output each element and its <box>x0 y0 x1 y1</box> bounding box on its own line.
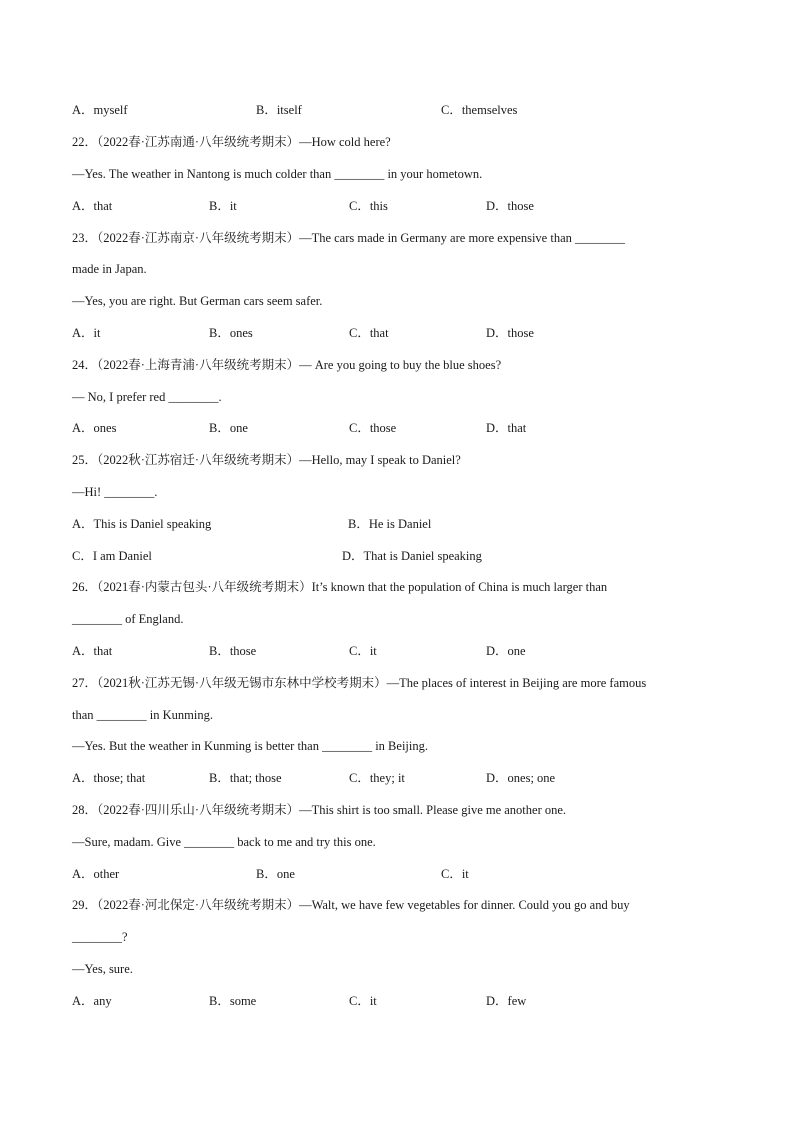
q29-options <box>72 993 732 1009</box>
q23-option-c[interactable]: C．that <box>349 326 389 340</box>
q29-option-c[interactable]: C．it <box>349 994 377 1008</box>
q21-options <box>72 102 732 118</box>
q29-line2: ________? <box>72 930 128 944</box>
q22-option-b[interactable]: B．it <box>209 199 237 213</box>
q21-option-a[interactable]: A．myself <box>72 103 128 117</box>
q27-line3: —Yes. But the weather in Kunming is better than ________ in Beijing. <box>72 739 428 753</box>
q22-options <box>72 198 732 214</box>
q27-line2: than ________ in Kunming. <box>72 708 213 722</box>
q23-line3: —Yes, you are right. But German cars seem safer. <box>72 294 323 308</box>
q25-option-a[interactable]: A．This is Daniel speaking <box>72 517 212 531</box>
q26-option-c[interactable]: C．it <box>349 644 377 658</box>
q23-option-a[interactable]: A．it <box>72 326 101 340</box>
q27-stem: 27．（2021秋·江苏无锡·八年级无锡市东林中学校考期末）—The places of interest in Beijing are more famous <box>72 676 647 690</box>
q24-stem: 24．（2022春·上海青浦·八年级统考期末）— Are you going to buy the blue shoes? <box>72 358 502 372</box>
q24-option-c[interactable]: C．those <box>349 421 397 435</box>
q27-option-a[interactable]: A．those; that <box>72 771 146 785</box>
q24-options <box>72 420 732 436</box>
q26-line2: ________ of England. <box>72 612 184 626</box>
q25-options-row2 <box>72 548 732 564</box>
q28-option-c[interactable]: C．it <box>441 867 469 881</box>
q28-line2: —Sure, madam. Give ________ back to me and try this one. <box>72 835 376 849</box>
q25-option-b[interactable]: B．He is Daniel <box>348 517 432 531</box>
q26-option-b[interactable]: B．those <box>209 644 257 658</box>
q24-option-b[interactable]: B．one <box>209 421 248 435</box>
q25-line2: —Hi! ________. <box>72 485 158 499</box>
q26-options <box>72 643 732 659</box>
q25-option-d[interactable]: D．That is Daniel speaking <box>342 549 482 563</box>
q22-stem: 22．（2022春·江苏南通·八年级统考期末）—How cold here? <box>72 135 391 149</box>
q22-option-a[interactable]: A．that <box>72 199 113 213</box>
q28-options <box>72 866 732 882</box>
q21-option-b[interactable]: B．itself <box>256 103 302 117</box>
q22-option-d[interactable]: D．those <box>486 199 534 213</box>
q23-option-b[interactable]: B．ones <box>209 326 253 340</box>
q27-option-d[interactable]: D．ones; one <box>486 771 556 785</box>
q23-stem: 23．（2022春·江苏南京·八年级统考期末）—The cars made in Germany are more expensive than ________ <box>72 231 626 245</box>
q24-line2: — No, I prefer red ________. <box>72 390 222 404</box>
q25-stem: 25．（2022秋·江苏宿迁·八年级统考期末）—Hello, may I speak to Daniel? <box>72 453 461 467</box>
q29-option-b[interactable]: B．some <box>209 994 257 1008</box>
q28-option-b[interactable]: B．one <box>256 867 295 881</box>
q25-options-row1 <box>72 516 732 532</box>
q26-stem: 26．（2021春·内蒙古包头·八年级统考期末）It’s known that the population of China is much larger than <box>72 580 608 594</box>
q25-option-c[interactable]: C．I am Daniel <box>72 549 152 563</box>
q27-option-b[interactable]: B．that; those <box>209 771 282 785</box>
q24-option-d[interactable]: D．that <box>486 421 527 435</box>
q22-option-c[interactable]: C．this <box>349 199 388 213</box>
q26-option-d[interactable]: D．one <box>486 644 526 658</box>
q22-line2: —Yes. The weather in Nantong is much colder than ________ in your hometown. <box>72 167 483 181</box>
q23-options <box>72 325 732 341</box>
q27-option-c[interactable]: C．they; it <box>349 771 405 785</box>
q24-option-a[interactable]: A．ones <box>72 421 117 435</box>
q21-option-c[interactable]: C．themselves <box>441 103 518 117</box>
q28-option-a[interactable]: A．other <box>72 867 120 881</box>
q29-line3: —Yes, sure. <box>72 962 133 976</box>
q29-option-a[interactable]: A．any <box>72 994 112 1008</box>
q23-line2: made in Japan. <box>72 262 147 276</box>
q29-stem: 29．（2022春·河北保定·八年级统考期末）—Walt, we have few vegetables for dinner. Could you go and buy <box>72 898 630 912</box>
q28-stem: 28．（2022春·四川乐山·八年级统考期末）—This shirt is too small. Please give me another one. <box>72 803 567 817</box>
q29-option-d[interactable]: D．few <box>486 994 527 1008</box>
q26-option-a[interactable]: A．that <box>72 644 113 658</box>
q23-option-d[interactable]: D．those <box>486 326 534 340</box>
q27-options <box>72 770 732 786</box>
